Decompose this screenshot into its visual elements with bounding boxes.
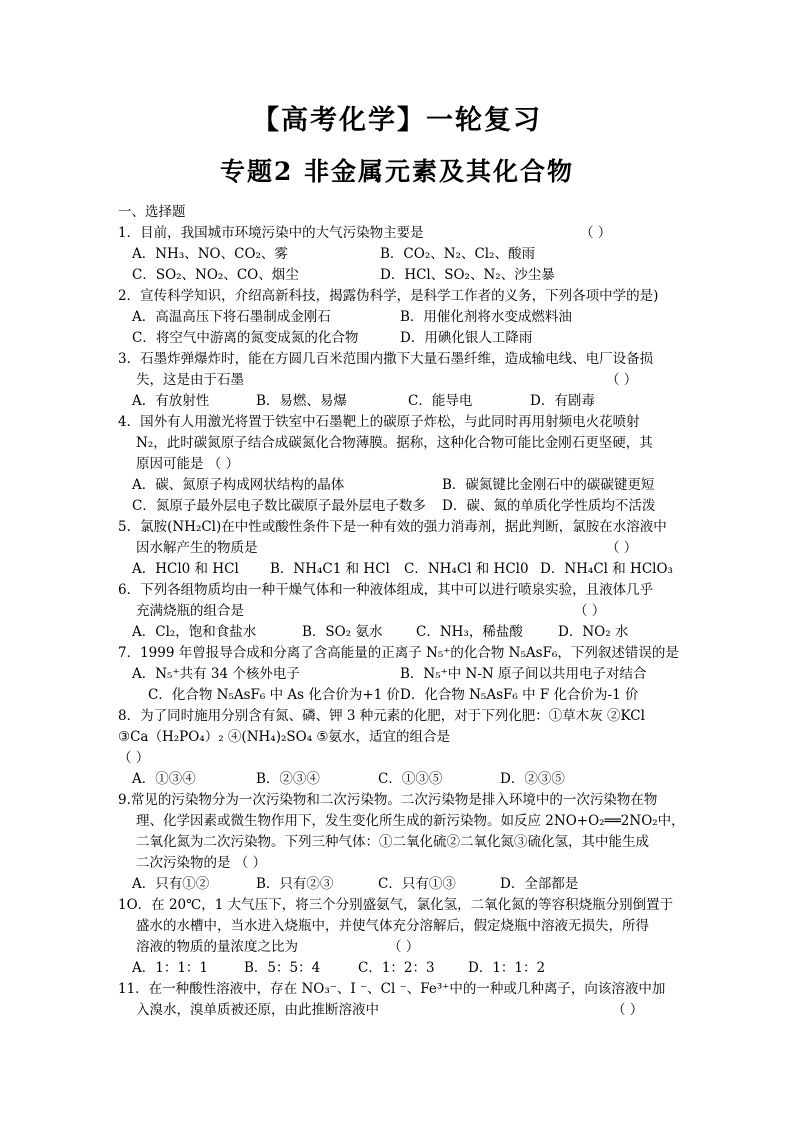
option-b: B．SO₂ 氨水 [302,624,383,640]
option-c: C．1：2：3 [358,960,435,976]
question-8-stem-line2: ③Ca（H₂PO₄）₂ ④(NH₄)₂SO₄ ⑤氨水，适宜的组合是 [118,729,450,745]
question-1-options-cd [118,265,678,286]
question-5-stem-line1: 5．氯胺(NH₂Cl)在中性或酸性条件下是一种有效的强力消毒剂，据此判断，氯胺在水溶液中 [118,519,667,535]
question-3-options [118,391,678,412]
option-b: B．N₅⁺中 N-N 原子间以共用电子对结合 [400,666,647,682]
question-stem-text: 入溴水，溴单质被还原，由此推断溶液中 [136,1002,379,1018]
option-b: B．用催化剂将水变成燃料油 [400,309,572,325]
option-a: A．N₅⁺共有 34 个核外电子 [132,666,300,682]
answer-paren: （ ） [580,225,612,241]
question-11-stem-line2 [118,1000,678,1021]
question-1-options-ab [118,244,678,265]
answer-paren: （ ） [574,603,606,619]
option-b: B．只有②③ [256,876,334,892]
option-b: B．5：5：4 [244,960,321,976]
question-9-stem-line1: 9.常见的污染物分为一次污染物和二次污染物。二次污染物是排入环境中的一次污染物在物 [118,792,658,808]
question-9-stem-line4: 二次污染物的是 （ ） [136,855,267,871]
option-a: A．NH₃、NO、CO₂、雾 [132,246,288,262]
option-a: A．有放射性 [132,393,210,409]
option-a: A．碳、氮原子构成网状结构的晶体 [132,477,345,493]
option-d: D．碳、氮的单质化学性质均不活泼 [442,498,656,514]
question-6-options [118,622,678,643]
question-3-stem-line2 [118,370,678,391]
option-b: B．碳氮键比金刚石中的碳碳键更短 [442,477,655,493]
question-3-stem-line1: 3．石墨炸弹爆炸时，能在方圆几百米范围内撒下大量石墨纤维，造成输电线、电厂设备损 [118,351,654,367]
question-stem-text: 因水解产生的物质是 [136,540,258,556]
option-c: C．NH₄Cl 和 HCl0 [404,561,529,577]
option-d: D．用碘化银人工降雨 [400,330,533,346]
option-a: A．①③④ [132,771,196,787]
option-d: D．全部都是 [500,876,579,892]
question-2-stem: 2．宣传科学知识，介绍高新科技，揭露伪科学，是科学工作者的义务，下列各项中学的是) [118,288,659,304]
question-10-stem-line3 [118,937,678,958]
question-4-options-ab [118,475,678,496]
option-d: D．1：1：2 [468,960,546,976]
option-a: A．Cl₂，饱和食盐水 [132,624,257,640]
option-c: C．SO₂、NO₂、CO、烟尘 [132,267,299,283]
answer-paren: （ ） [606,540,638,556]
question-4-stem-line3: 原因可能是 （ ） [136,456,240,472]
option-d: D．化合物 N₅AsF₆ 中 F 化合价为-1 价 [400,687,639,703]
option-d: D．②③⑤ [500,771,565,787]
question-stem-text: 失，这是由于石墨 [136,372,244,388]
question-5-stem-line2 [118,538,678,559]
question-2-options-cd [118,328,678,349]
question-4-stem-line2: N₂，此时碳氮原子结合成碳氮化合物薄膜。据称，这种化合物可能比金刚石更坚硬，其 [136,435,653,451]
option-a: A．1：1：1 [132,960,209,976]
option-b: B．NH₄C1 和 HCl [270,561,390,577]
question-10-options [118,958,678,979]
question-7-options-cd [118,685,678,706]
question-stem-text: 充满烧瓶的组合是 [136,603,244,619]
question-9-stem-line3: 二氧化氮为二次污染物。下列三种气体：①二氧化硫②二氧化氮③硫化氢，其中能生成 [136,834,649,850]
question-8-options [118,769,678,790]
option-c: C．化合物 N₅AsF₆ 中 As 化合价为+1 价 [148,687,401,703]
question-8-stem-line1: 8．为了同时施用分别含有氮、磷、钾 3 种元素的化肥，对于下列化肥：①草木灰 ②KCl [118,708,645,724]
question-list [118,202,685,1021]
question-9-options [118,874,678,895]
question-6-stem-line1: 6．下列各组物质均由一种干燥气体和一种液体组成，其中可以进行喷泉实验，且液体几乎 [118,582,654,598]
section-heading: 一、选择题 [118,204,186,220]
question-4-stem-line1: 4．国外有人用激光将置于铁室中石墨靶上的碳原子炸松，与此同时再用射频电火花喷射 [118,414,640,430]
option-b: B．②③④ [256,771,320,787]
document-subtitle: 专题2 非金属元素及其化合物 [219,157,575,186]
option-c: C．NH₃，稀盐酸 [416,624,523,640]
question-8-stem-line3: （ ） [118,750,150,766]
question-stem-text: 溶液的物质的量浓度之比为 [136,939,298,955]
option-b: B．易燃、易爆 [256,393,347,409]
option-d: D．HCl、SO₂、N₂、沙尘暴 [380,267,555,283]
option-c: C．能导电 [408,393,473,409]
question-1-stem [118,223,678,244]
question-9-stem-line2: 理、化学因素或微生物作用下，发生变化所生成的新污染物。如反应 2NO+O₂══2NO₂中， [136,813,685,829]
question-5-options [118,559,678,580]
question-stem-text: 1．目前，我国城市环境污染中的大气污染物主要是 [118,225,424,241]
document-title: 【高考化学】一轮复习 [252,105,542,136]
question-7-options-ab [118,664,678,685]
option-d: D．有剧毒 [530,393,595,409]
question-4-options-cd [118,496,678,517]
option-c: C．将空气中游离的氮变成氮的化合物 [132,330,359,346]
option-a: A．高温高压下将石墨制成金刚石 [132,309,331,325]
question-11-stem-line1: 11．在一种酸性溶液中，存在 NO₃⁻、I ⁻、Cl ⁻、Fe³⁺中的一种或几种离子，向该溶液中加 [118,981,666,997]
question-2-options-ab [118,307,678,328]
answer-paren: （ ） [606,372,638,388]
question-10-stem-line1: 1O．在 20℃，1 大气压下，将三个分别盛氨气，氯化氢，二氧化氮的等容积烧瓶分别倒置于 [118,897,674,913]
option-a: A．只有①② [132,876,210,892]
answer-paren: （ ） [612,1002,644,1018]
option-d: D．NO₂ 水 [558,624,629,640]
option-d: D．NH₄Cl 和 HClO₃ [540,561,673,577]
question-7-stem: 7．1999 年曾报导合成和分离了含高能量的正离子 N₅⁺的化合物 N₅AsF₆，下列叙述错误的是 [118,645,679,661]
option-b: B．CO₂、N₂、Cl₂、酸雨 [380,246,536,262]
option-c: C．①③⑤ [378,771,443,787]
option-c: C．氮原子最外层电子数比碳原子最外层电子数多 [132,498,426,514]
question-10-stem-line2: 盛水的水槽中，当水进入烧瓶中，并使气体充分溶解后，假定烧瓶中溶液无损失，所得 [136,918,649,934]
option-a: A．HCl0 和 HCl [132,561,239,577]
answer-paren: （ ） [388,939,420,955]
question-6-stem-line2 [118,601,678,622]
option-c: C．只有①③ [378,876,456,892]
